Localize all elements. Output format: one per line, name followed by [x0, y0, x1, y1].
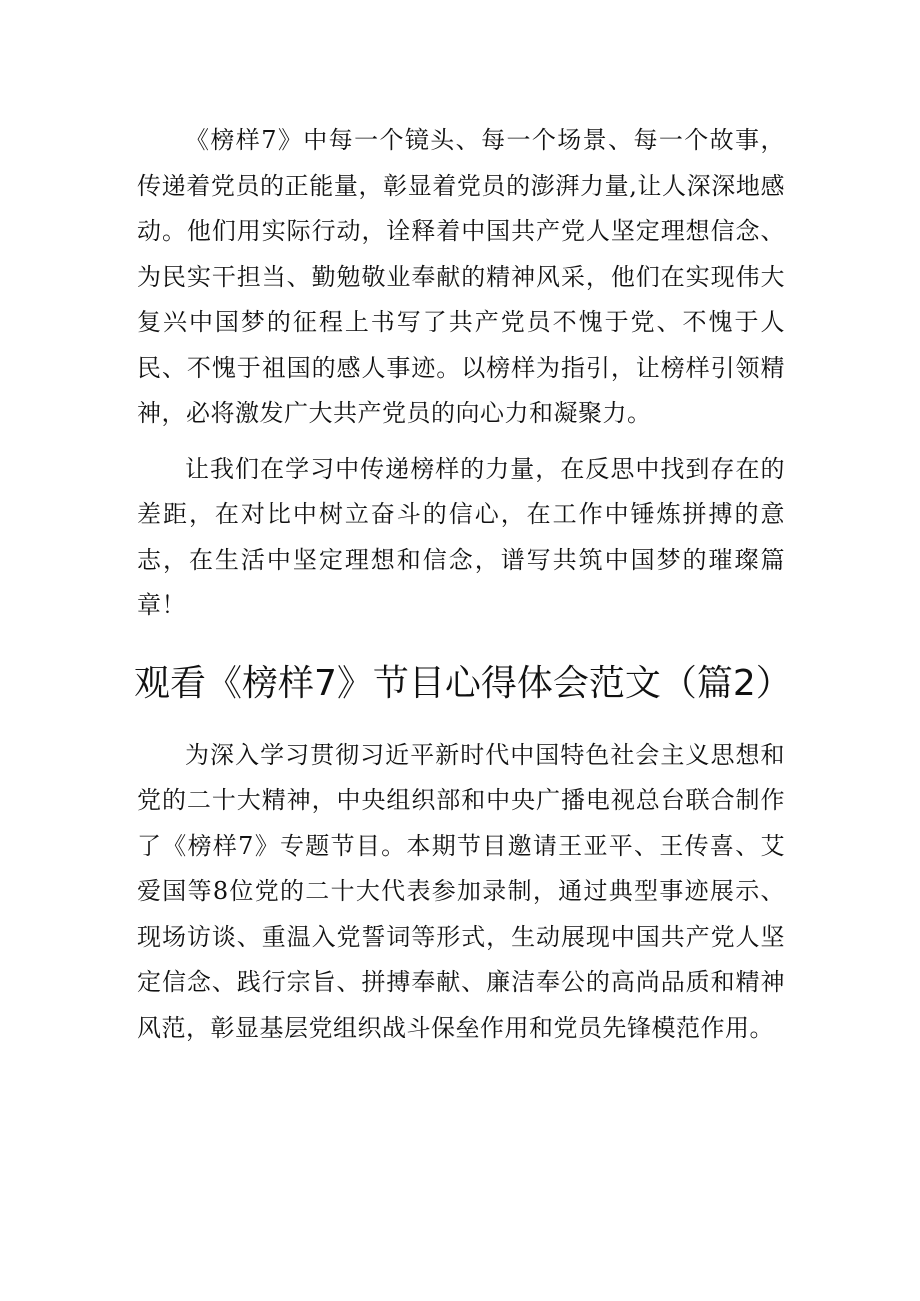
section-heading: 观看《榜样7》节目心得体会范文（篇2）: [134, 662, 792, 704]
paragraph-1: 《榜样7》中每一个镜头、每一个场景、每一个故事，传递着党员的正能量，彰显着党员的澎湃力量,让人深深地感动。他们用实际行动，诠释着中国共产党人坚定理想信念、为民实干担当、勤勉敬业奉献的精神风采，他们在实现伟大复兴中国梦的征程上书写了共产党员不愧于党、不愧于人民、不愧于祖国的感人事迹。以榜样为指引，让榜样引领精神，必将激发广大共产党员的向心力和凝聚力。: [137, 126, 785, 427]
paragraph-2: 让我们在学习中传递榜样的力量，在反思中找到存在的差距，在对比中树立奋斗的信心，在工作中锤炼拼搏的意志，在生活中坚定理想和信念，谱写共筑中国梦的璀璨篇章！: [137, 454, 785, 619]
paragraph-3: 为深入学习贯彻习近平新时代中国特色社会主义思想和党的二十大精神，中央组织部和中央广播电视总台联合制作了《榜样7》专题节目。本期节目邀请王亚平、王传喜、艾爱国等8位党的二十大代表参加录制，通过典型事迹展示、现场访谈、重温入党誓词等形式，生动展现中国共产党人坚定信念、践行宗旨、拼搏奉献、廉洁奉公的高尚品质和精神风范，彰显基层党组织战斗保垒作用和党员先锋模范作用。: [137, 740, 785, 1042]
document-body: [134, 118, 792, 1051]
